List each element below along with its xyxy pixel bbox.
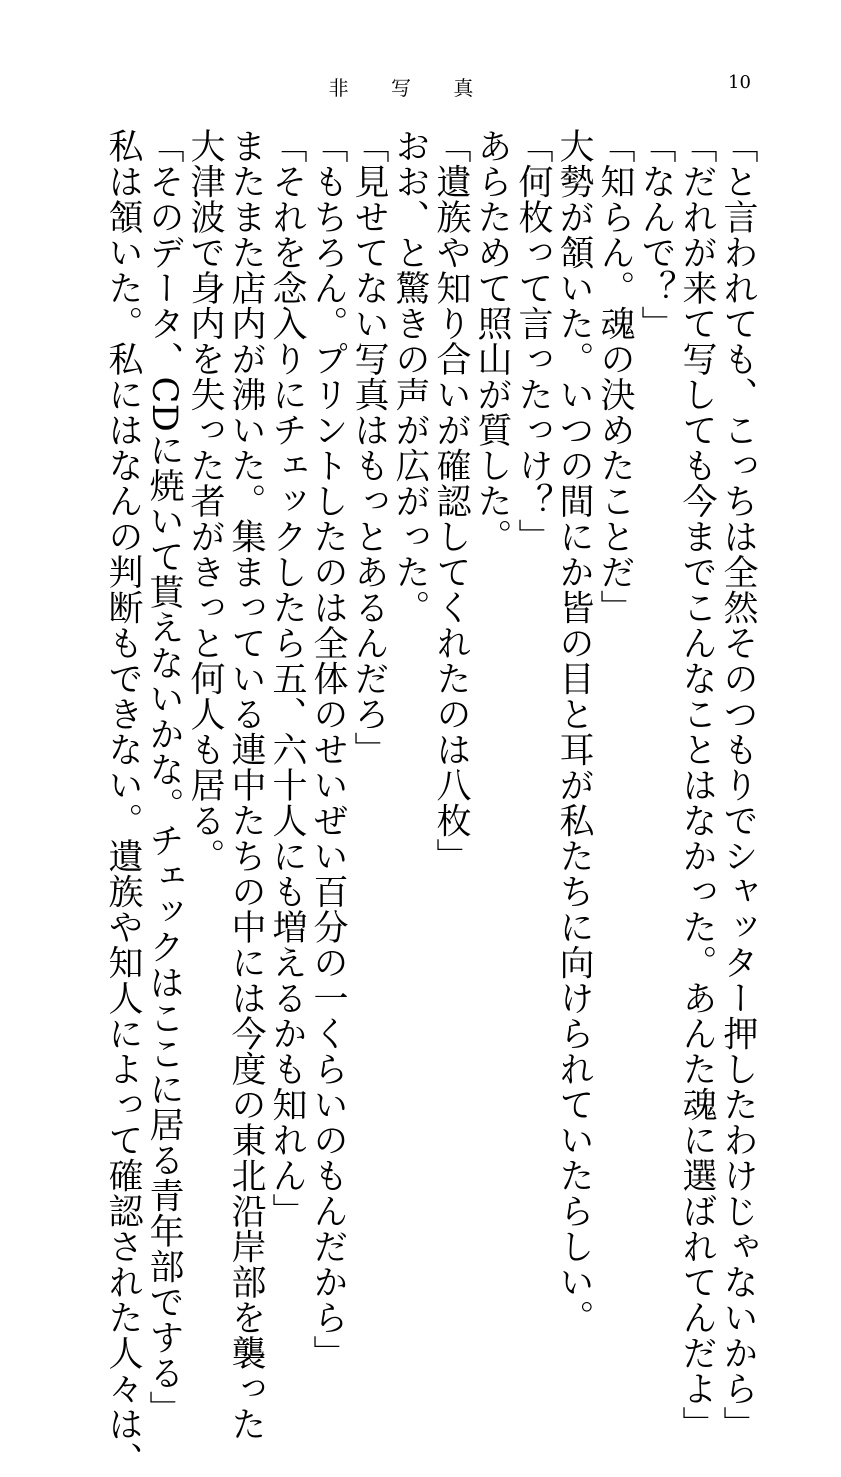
text-line: 「だれが来て写しても今までこんなことはなかった。あんた魂に選ばれてんだよ」	[677, 128, 717, 1442]
page-number: 10	[728, 72, 751, 93]
text-line: 「それを念入りにチェックしたら五、六十人にも増えるかも知れん」	[267, 128, 307, 1229]
text-line: またまた店内が沸いた。集まっている連中たちの中には今度の東北沿岸部を襲った	[226, 128, 266, 1442]
text-line: 私は頷いた。私にはなんの判断もできない。遺族や知人によって確認された人々は、	[103, 128, 143, 1477]
text-line: 「もちろん。プリントしたのは全体のせいぜい百分の一くらいのもんだから」	[308, 128, 348, 1371]
text-line: おお、と驚きの声が広がった。	[390, 128, 430, 625]
text-line: 大勢が頷いた。いつの間にか皆の目と耳が私たちに向けられていたらしい。	[554, 128, 594, 1335]
text-line: 「何枚って言ったっけ？」	[513, 128, 553, 554]
text-line: 「そのデータ、CDに焼いて貰えないかな。チェックはここに居る青年部でする」	[144, 128, 184, 1427]
text-line: 「知らん。魂の決めたことだ」	[595, 128, 635, 625]
text-line: 「なんで？」	[636, 128, 676, 341]
vertical-body-text	[78, 128, 758, 1477]
running-header-title: 非 写 真	[328, 76, 492, 100]
text-line: 「見せてない写真はもっとあるんだろ」	[349, 128, 389, 767]
text-line: 「と言われても、こっちは全然そのつもりでシャッター押したわけじゃないから」	[718, 128, 758, 1442]
text-line: 大津波で身内を失った者がきっと何人も居る。	[185, 128, 225, 874]
text-line: あらためて照山が質した。	[472, 128, 512, 554]
text-line: 「遺族や知り合いが確認してくれたのは八枚」	[431, 128, 471, 874]
